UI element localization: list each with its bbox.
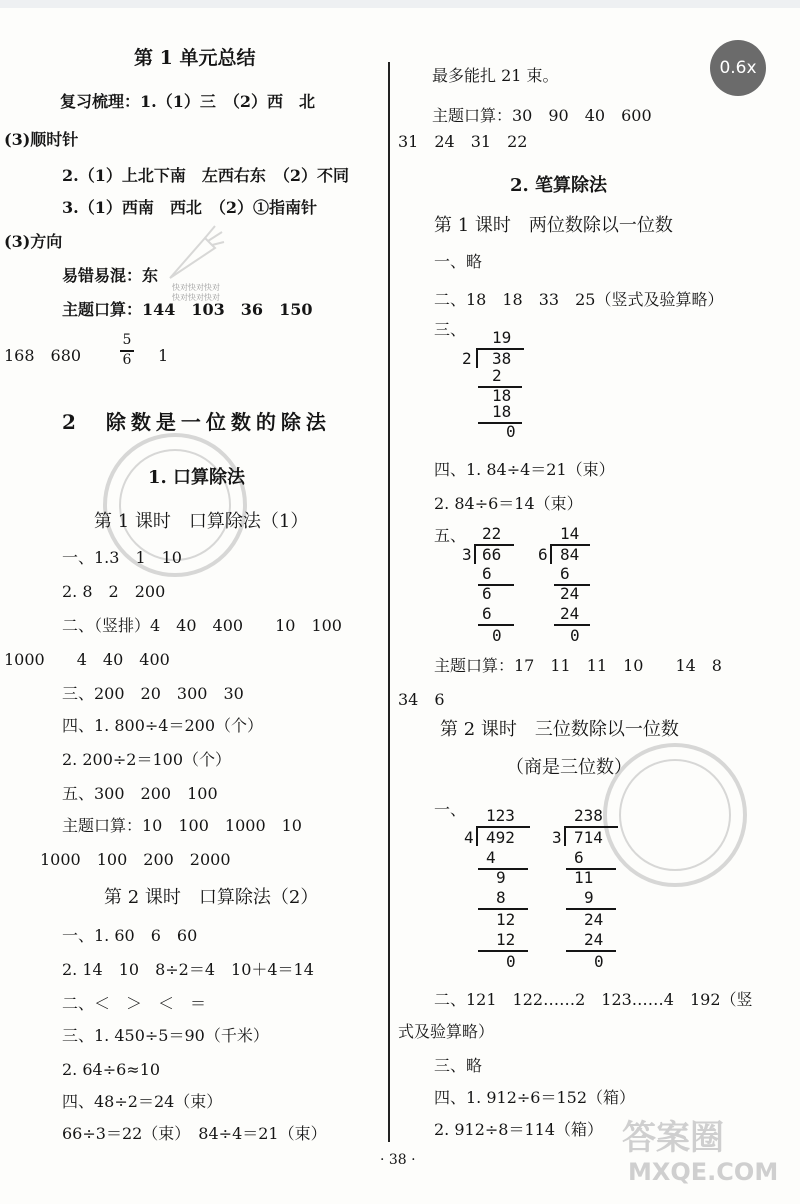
lesson-subtitle: （商是三位数） (506, 757, 632, 778)
division-step: 11 (574, 868, 594, 887)
division-divisor: 3 (462, 545, 472, 564)
answer-line: 五、300 200 100 (62, 784, 218, 803)
division-step: 6 (482, 564, 492, 583)
answer-line: 一、略 (434, 252, 483, 271)
answer-line: 最多能扎 21 束。 (432, 66, 559, 85)
answer-line: 主题口算：10 100 1000 10 (62, 816, 302, 835)
division-step: 24 (560, 584, 580, 603)
division-step: 6 (482, 584, 492, 603)
division-dividend: 38 (492, 349, 512, 368)
division-step: 6 (482, 604, 492, 623)
answer-line: 一、 (434, 800, 467, 819)
chapter-title: 2 除数是一位数的除法 (62, 410, 331, 434)
answer-line: 1 (158, 346, 169, 365)
division-dividend: 492 (486, 828, 515, 847)
answer-line: 复习梳理：1.（1）三 （2）西 北 (60, 92, 315, 111)
site-logo-en: MXQE.COM (628, 1158, 779, 1186)
answer-line: 四、1. 84÷4＝21（束） (434, 460, 615, 479)
answer-line: 2. 64÷6≈10 (62, 1060, 161, 1079)
answer-line: (3)顺时针 (4, 130, 79, 149)
answer-line: 2. 84÷6＝14（束） (434, 494, 583, 513)
division-step: 2 (492, 366, 502, 385)
answer-line: 一、1. 60 6 60 (62, 926, 198, 945)
answer-line: 三、1. 450÷5＝90（千米） (62, 1026, 269, 1045)
answer-line: 31 24 31 22 (398, 132, 528, 151)
top-edge (0, 0, 800, 8)
division-divisor: 3 (552, 828, 562, 847)
lesson-title: 第 2 课时 三位数除以一位数 (440, 719, 679, 740)
division-divisor: 2 (462, 349, 472, 368)
division-step: 0 (492, 626, 502, 645)
answer-line: 二、（竖排）4 40 400 10 100 (62, 616, 342, 635)
answer-line: 3.（1）西南 西北 （2）①指南针 (62, 198, 317, 217)
fraction-numerator: 5 (122, 332, 132, 348)
answer-line: (3)方向 (4, 232, 63, 251)
site-logo-cn: 答案圈 (622, 1118, 724, 1158)
division-quotient: 14 (560, 524, 580, 543)
section-title: 1. 口算除法 (148, 467, 246, 488)
watermark-text: 快对快对快对 (172, 293, 220, 302)
answer-line: 1000 100 200 2000 (40, 850, 231, 869)
division-step: 18 (492, 402, 512, 421)
answer-line: 168 680 (4, 346, 82, 365)
lesson-title: 第 2 课时 口算除法（2） (104, 887, 319, 908)
division-bracket (476, 826, 478, 846)
answer-line: 四、48÷2＝24（束） (62, 1092, 223, 1111)
section-title: 2. 笔算除法 (510, 175, 608, 196)
carrot-watermark-icon (160, 218, 230, 288)
answer-line: 2. 200÷2＝100（个） (62, 750, 232, 769)
division-divisor: 6 (538, 545, 548, 564)
division-step: 9 (584, 888, 594, 907)
division-dividend: 84 (560, 545, 580, 564)
division-step: 0 (570, 626, 580, 645)
division-step: 24 (560, 604, 580, 623)
lesson-title: 第 1 课时 口算除法（1） (94, 511, 309, 532)
division-step: 12 (496, 930, 516, 949)
column-divider (388, 62, 390, 1142)
division-step: 6 (560, 564, 570, 583)
answer-line: 三、略 (434, 1056, 483, 1075)
division-step: 0 (594, 952, 604, 971)
answer-line: 一、1.3 1 10 (62, 548, 182, 567)
answer-line: 三、200 20 300 30 (62, 684, 244, 703)
answer-line: 式及验算略） (398, 1022, 495, 1041)
division-dividend: 714 (574, 828, 603, 847)
division-step: 8 (496, 888, 506, 907)
division-bracket (550, 544, 552, 564)
division-step: 24 (584, 910, 604, 929)
answer-line: 1000 4 40 400 (4, 650, 170, 669)
division-quotient: 22 (482, 524, 502, 543)
division-step: 12 (496, 910, 516, 929)
playback-speed-badge[interactable] (710, 40, 766, 96)
answer-line: 二、18 18 33 25（竖式及验算略） (434, 290, 724, 309)
answer-line: 2. 14 10 8÷2＝4 10＋4＝14 (62, 960, 314, 979)
division-quotient: 238 (574, 806, 603, 825)
step-line (478, 950, 528, 952)
unit-summary-title: 第 1 单元总结 (134, 47, 256, 69)
answer-line: 2. 912÷8＝114（箱） (434, 1120, 604, 1139)
answer-line: 四、1. 912÷6＝152（箱） (434, 1088, 636, 1107)
answer-line: 66÷3＝22（束） 84÷4＝21（束） (62, 1124, 327, 1143)
division-step: 0 (506, 952, 516, 971)
division-step: 9 (496, 868, 506, 887)
answer-line: 二、121 122……2 123……4 192（竖 (434, 990, 753, 1009)
answer-line: 三、 (434, 320, 467, 339)
playback-speed-label: 0.6x (719, 58, 757, 78)
division-quotient: 19 (492, 328, 512, 347)
division-step: 24 (584, 930, 604, 949)
division-dividend: 66 (482, 545, 502, 564)
answer-line: 五、 (434, 526, 467, 545)
division-quotient: 123 (486, 806, 515, 825)
answer-line: 二、＜ ＞ ＜ ＝ (62, 994, 207, 1013)
division-divisor: 4 (464, 828, 474, 847)
watermark-text: 快对快对快对 (172, 283, 220, 292)
division-bracket (474, 544, 476, 564)
division-step: 6 (574, 848, 584, 867)
answer-line: 四、1. 800÷4＝200（个） (62, 716, 264, 735)
answer-line (62, 300, 312, 320)
division-step: 4 (486, 848, 496, 867)
division-bracket (564, 826, 566, 846)
division-bracket (476, 348, 478, 368)
answer-line-text: 主题口算：144 103 36 150 (62, 300, 313, 319)
answer-line: 34 6 (398, 690, 445, 709)
answer-line: 2.（1）上北下南 左西右东 （2）不同 (62, 166, 349, 185)
answer-line: 主题口算：17 11 11 10 14 8 (434, 656, 722, 675)
division-step: 0 (506, 422, 516, 441)
answer-line: 主题口算：30 90 40 600 (432, 106, 652, 125)
division-step: 18 (492, 386, 512, 405)
answer-line: 易错易混：东 (62, 266, 159, 285)
page-number: · 38 · (380, 1152, 416, 1168)
step-line (566, 950, 616, 952)
fraction-denominator: 6 (122, 352, 132, 368)
answer-line: 2. 8 2 200 (62, 582, 166, 601)
lesson-title: 第 1 课时 两位数除以一位数 (434, 215, 673, 236)
